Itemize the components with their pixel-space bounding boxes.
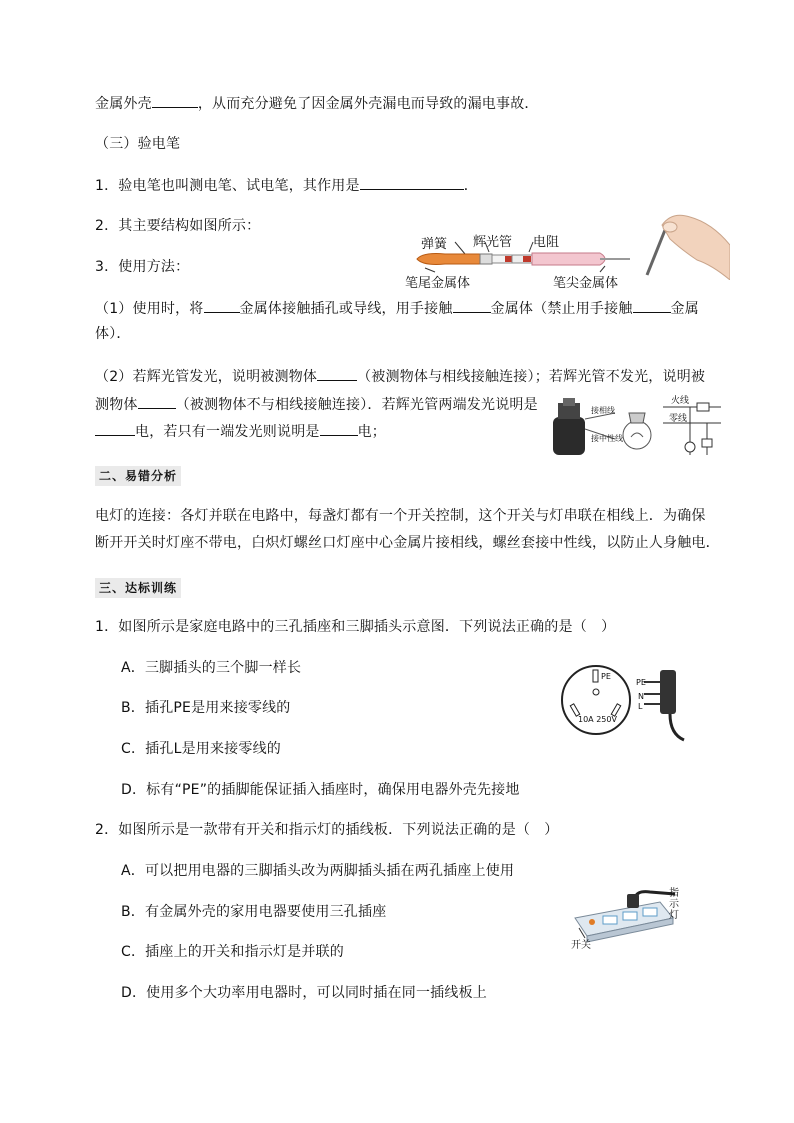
leakage-line bbox=[95, 93, 539, 114]
usage-step-2-line2 bbox=[95, 394, 538, 415]
question-1-option-a[interactable]: A．三脚插头的三个脚一样长 bbox=[121, 660, 302, 676]
usage-step-1-line1 bbox=[95, 298, 699, 319]
label-indicator-light: 指示灯 bbox=[669, 888, 679, 921]
label-resistor: 电阻 bbox=[533, 235, 560, 250]
text-segment: 1．验电笔也叫测电笔、试电笔，其作用是 bbox=[95, 178, 360, 194]
text-segment: ，从而充分避免了因金属外壳漏电而导致的漏电事故． bbox=[197, 96, 539, 112]
hand-holding-tester-image bbox=[642, 205, 730, 280]
question-2-option-a[interactable]: A．可以把用电器的三脚插头改为两脚插头插在两孔插座上使用 bbox=[121, 863, 515, 879]
tester-structure-line: 2．其主要结构如图所示： bbox=[95, 218, 261, 234]
label-tip-metal: 笔尖金属体 bbox=[553, 276, 619, 291]
error-analysis-text-1: 电灯的连接：各灯并联在电路中，每盏灯都有一个开关控制，这个开关与灯串联在相线上．为确保 bbox=[95, 508, 706, 524]
answer-blank[interactable] bbox=[152, 93, 198, 108]
section-title-error-analysis: 二、易错分析 bbox=[95, 466, 181, 486]
label-glow-tube: 辉光管 bbox=[473, 235, 513, 250]
text-segment: 金属体（禁止用手接触 bbox=[490, 301, 633, 317]
text-segment: ． bbox=[463, 178, 478, 194]
tester-purpose-line bbox=[95, 175, 478, 196]
label-switch: 开关 bbox=[571, 940, 591, 951]
answer-blank[interactable] bbox=[320, 421, 358, 436]
text-segment: 电； bbox=[357, 424, 387, 440]
text-segment: （1）使用时，将 bbox=[95, 301, 204, 317]
usage-step-1-line2: 体）． bbox=[95, 326, 131, 342]
lamp-circuit-diagram bbox=[545, 395, 725, 463]
answer-blank[interactable] bbox=[95, 421, 135, 436]
question-1-stem: 1．如图所示是家庭电路中的三孔插座和三脚插头示意图．下列说法正确的是（ ） bbox=[95, 619, 616, 635]
question-1-option-c[interactable]: C．插孔L是用来接零线的 bbox=[121, 741, 281, 757]
usage-step-2-line1 bbox=[95, 366, 705, 387]
label-socket-pe: PE bbox=[601, 672, 611, 681]
question-1-option-d[interactable]: D．标有“PE”的插脚能保证插入插座时，确保用电器外壳先接地 bbox=[121, 782, 520, 798]
text-segment: 金属体接触插孔或导线，用手接触 bbox=[239, 301, 453, 317]
label-plug-l: L bbox=[638, 702, 643, 711]
label-tail-metal: 笔尾金属体 bbox=[405, 276, 471, 291]
power-strip-diagram bbox=[565, 888, 685, 953]
tester-pen-diagram bbox=[405, 228, 640, 290]
label-live-wire: 火线 bbox=[671, 396, 690, 406]
label-plug-n: N bbox=[638, 692, 644, 701]
answer-blank[interactable] bbox=[317, 366, 357, 381]
label-neutral-connection: 接中性线 bbox=[591, 434, 623, 443]
label-neutral-wire: 零线 bbox=[669, 414, 688, 424]
text-segment: 电，若只有一端发光则说明是 bbox=[135, 424, 320, 440]
answer-blank[interactable] bbox=[138, 394, 176, 409]
question-2-option-c[interactable]: C．插座上的开关和指示灯是并联的 bbox=[121, 944, 344, 960]
question-2-option-d[interactable]: D．使用多个大功率用电器时，可以同时插在同一插线板上 bbox=[121, 985, 487, 1001]
usage-step-2-line3 bbox=[95, 421, 386, 442]
socket-plug-diagram bbox=[556, 660, 690, 744]
answer-blank[interactable] bbox=[633, 298, 671, 313]
question-2-option-b[interactable]: B．有金属外壳的家用电器要使用三孔插座 bbox=[121, 904, 387, 920]
answer-blank[interactable] bbox=[204, 298, 240, 313]
section-title-practice: 三、达标训练 bbox=[95, 578, 181, 598]
answer-blank[interactable] bbox=[453, 298, 491, 313]
question-2-stem: 2．如图所示是一款带有开关和指示灯的插线板．下列说法正确的是（ ） bbox=[95, 822, 559, 838]
label-spring: 弹簧 bbox=[421, 237, 448, 252]
text-segment: （被测物体不与相线接触连接）．若辉光管两端发光说明是 bbox=[175, 397, 538, 413]
text-segment: （被测物体与相线接触连接）；若辉光管不发光，说明被 bbox=[357, 369, 706, 385]
error-analysis-text-2: 断开开关时灯座不带电，白炽灯螺丝口灯座中心金属片接相线，螺丝套接中性线，以防止人身触电． bbox=[95, 535, 720, 551]
label-phase-connection: 接相线 bbox=[591, 406, 615, 415]
tester-usage-line: 3．使用方法： bbox=[95, 259, 190, 275]
label-socket-rating: 10A 250V bbox=[578, 715, 617, 724]
subsection-title-tester: （三）验电笔 bbox=[95, 136, 181, 152]
answer-blank[interactable] bbox=[360, 175, 464, 190]
question-1-option-b[interactable]: B．插孔PE是用来接零线的 bbox=[121, 700, 291, 716]
text-segment: 测物体 bbox=[95, 397, 138, 413]
text-segment: （2）若辉光管发光，说明被测物体 bbox=[95, 369, 318, 385]
text-segment: 金属外壳 bbox=[95, 96, 152, 112]
label-plug-pe: PE bbox=[636, 678, 646, 687]
text-segment: 金属 bbox=[670, 301, 699, 317]
